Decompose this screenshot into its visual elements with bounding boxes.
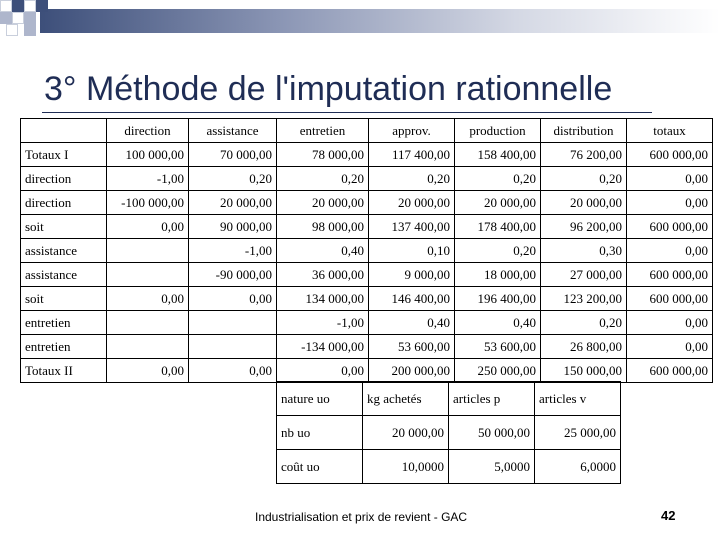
table-row	[21, 143, 713, 167]
column-header: articles p	[449, 382, 535, 416]
table-cell: 0,00	[189, 359, 277, 383]
table-cell: 78 000,00	[277, 143, 369, 167]
row-label: direction	[21, 167, 107, 191]
table-cell: 0,00	[107, 287, 189, 311]
table-cell: 90 000,00	[189, 215, 277, 239]
table-cell: 178 400,00	[455, 215, 541, 239]
table-row	[21, 359, 713, 383]
column-header: approv.	[369, 119, 455, 143]
table-cell	[189, 335, 277, 359]
table-cell: 10,0000	[363, 450, 449, 484]
table-cell: 20 000,00	[455, 191, 541, 215]
table-cell: 158 400,00	[455, 143, 541, 167]
table-row	[277, 450, 621, 484]
table-cell: 76 200,00	[541, 143, 627, 167]
table-cell: 250 000,00	[455, 359, 541, 383]
table-cell: 0,20	[541, 167, 627, 191]
column-header: assistance	[189, 119, 277, 143]
page-number: 42	[661, 508, 676, 523]
table-row	[21, 239, 713, 263]
table-cell: 0,20	[455, 167, 541, 191]
table-cell: 0,20	[277, 167, 369, 191]
slide-footer: Industrialisation et prix de revient - GAC	[255, 510, 468, 524]
column-header: entretien	[277, 119, 369, 143]
table-cell	[189, 311, 277, 335]
deco-square	[0, 0, 12, 12]
table-row	[21, 215, 713, 239]
deco-square	[0, 12, 12, 24]
row-label: soit	[21, 287, 107, 311]
column-header: direction	[107, 119, 189, 143]
table-cell: 53 600,00	[455, 335, 541, 359]
row-label: soit	[21, 215, 107, 239]
imputation-table	[20, 118, 713, 383]
table-cell: 70 000,00	[189, 143, 277, 167]
table-row	[21, 167, 713, 191]
deco-square	[24, 12, 36, 24]
table-cell: -90 000,00	[189, 263, 277, 287]
deco-square	[24, 0, 36, 12]
table-cell: 196 400,00	[455, 287, 541, 311]
table-cell: 0,00	[627, 191, 713, 215]
table-cell: 600 000,00	[627, 263, 713, 287]
table-cell: 20 000,00	[363, 416, 449, 450]
column-header: totaux	[627, 119, 713, 143]
table-cell	[107, 335, 189, 359]
unit-cost-table	[276, 381, 621, 484]
table-cell: 20 000,00	[541, 191, 627, 215]
column-header: distribution	[541, 119, 627, 143]
deco-square	[36, 0, 48, 12]
table-cell: -1,00	[189, 239, 277, 263]
table-cell: 25 000,00	[535, 416, 621, 450]
table-cell	[107, 263, 189, 287]
row-label: Totaux II	[21, 359, 107, 383]
table-cell: 0,40	[277, 239, 369, 263]
deco-square	[24, 24, 36, 36]
table-cell: 137 400,00	[369, 215, 455, 239]
table-cell: 0,30	[541, 239, 627, 263]
table-cell: 0,00	[627, 335, 713, 359]
column-header: kg achetés	[363, 382, 449, 416]
table-cell: 0,20	[369, 167, 455, 191]
row-label: direction	[21, 191, 107, 215]
row-label: entretien	[21, 311, 107, 335]
row-label: nb uo	[277, 416, 363, 450]
table-cell: 50 000,00	[449, 416, 535, 450]
table-cell: 0,00	[277, 359, 369, 383]
header-row	[277, 382, 621, 416]
table-cell: 117 400,00	[369, 143, 455, 167]
table-cell	[107, 311, 189, 335]
table-cell: 0,00	[627, 239, 713, 263]
table-cell: 96 200,00	[541, 215, 627, 239]
table-cell: 0,00	[189, 287, 277, 311]
table-cell: 600 000,00	[627, 215, 713, 239]
table-cell: 18 000,00	[455, 263, 541, 287]
table-cell: 27 000,00	[541, 263, 627, 287]
table-cell: 123 200,00	[541, 287, 627, 311]
header-row	[21, 119, 713, 143]
table-cell: 146 400,00	[369, 287, 455, 311]
table-cell: 600 000,00	[627, 359, 713, 383]
table-cell: 0,00	[627, 311, 713, 335]
table-row	[21, 263, 713, 287]
table-cell: 6,0000	[535, 450, 621, 484]
table-cell: 0,20	[455, 239, 541, 263]
table-cell: 0,10	[369, 239, 455, 263]
table-cell: 600 000,00	[627, 287, 713, 311]
table-cell: 20 000,00	[369, 191, 455, 215]
table-cell: 0,40	[369, 311, 455, 335]
slide-title: 3° Méthode de l'imputation rationnelle	[44, 70, 613, 108]
table-cell: 26 800,00	[541, 335, 627, 359]
table-cell: -134 000,00	[277, 335, 369, 359]
row-label: Totaux I	[21, 143, 107, 167]
column-header: articles v	[535, 382, 621, 416]
table-row	[21, 311, 713, 335]
table-cell: 20 000,00	[277, 191, 369, 215]
table-cell	[107, 239, 189, 263]
table-cell: -100 000,00	[107, 191, 189, 215]
table-cell: 53 600,00	[369, 335, 455, 359]
table-cell: 20 000,00	[189, 191, 277, 215]
table-cell: 600 000,00	[627, 143, 713, 167]
deco-square	[6, 24, 18, 36]
table-cell: 0,00	[627, 167, 713, 191]
table-cell: 98 000,00	[277, 215, 369, 239]
row-label: assistance	[21, 263, 107, 287]
row-label: coût uo	[277, 450, 363, 484]
row-label: assistance	[21, 239, 107, 263]
deco-square	[12, 0, 24, 12]
header-decoration	[0, 0, 720, 48]
table-cell: 100 000,00	[107, 143, 189, 167]
table-cell: 200 000,00	[369, 359, 455, 383]
table-row	[21, 287, 713, 311]
table-cell: 0,40	[455, 311, 541, 335]
table-cell: 0,20	[189, 167, 277, 191]
table-cell: 0,20	[541, 311, 627, 335]
header-gradient-band	[40, 9, 720, 33]
table-cell: -1,00	[277, 311, 369, 335]
table-row	[277, 416, 621, 450]
table-cell: 0,00	[107, 359, 189, 383]
table-cell: 9 000,00	[369, 263, 455, 287]
table-row	[21, 191, 713, 215]
table-row	[21, 335, 713, 359]
table-cell: -1,00	[107, 167, 189, 191]
title-underline	[42, 112, 652, 113]
row-label: entretien	[21, 335, 107, 359]
column-header: production	[455, 119, 541, 143]
table-cell: 0,00	[107, 215, 189, 239]
column-header	[21, 119, 107, 143]
column-header: nature uo	[277, 382, 363, 416]
deco-square	[12, 12, 24, 24]
table-cell: 36 000,00	[277, 263, 369, 287]
table-cell: 134 000,00	[277, 287, 369, 311]
table-cell: 5,0000	[449, 450, 535, 484]
table-cell: 150 000,00	[541, 359, 627, 383]
